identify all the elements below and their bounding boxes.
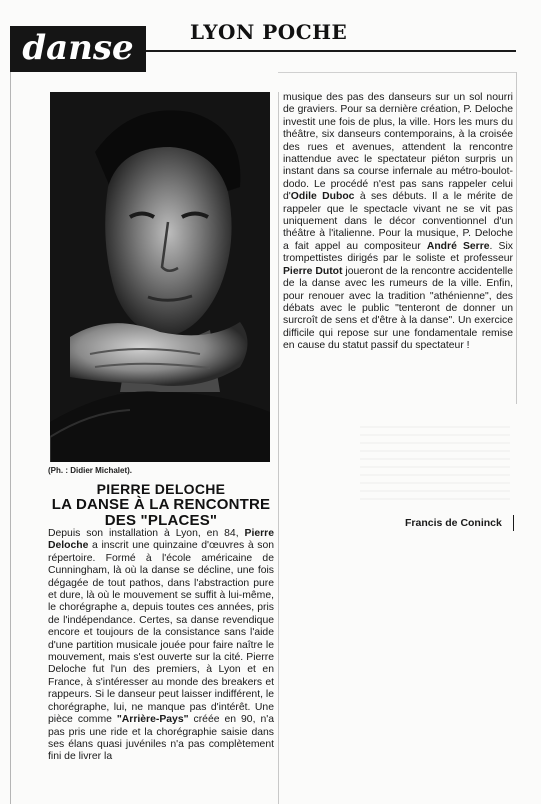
body-text: à ses débuts. Il a le mérite de rappeler que le spectacle vivant ne se vit pas uniquement dans le décor conventionnel d'un théâtre à l'italienne. Pour la musique, P. Deloche a fait appel au compositeur [283,191,513,252]
article-author: Francis de Coninck [405,517,502,529]
headline-line-2: DES "PLACES" [104,512,218,529]
body-text: a inscrit une quinzaine d'œuvres à son répertoire. Formé à l'école américaine de Cunningham, là où la danse se décline, une fois dégagée de tout pathos, dans l'abstraction pure et dure, là où le mouvement se suffit à lui-même, le chorégraphe a, depuis toutes ces années, pris de l'indépendance. Certes, sa danse revendique encore et toujours de la consistance sans l'aide d'une partition musicale jouée pour faire naître le mouvement, mais s'est ouverte sur la cité. Pierre Deloche fut l'un des premiers, à Lyon et en France, à s'intéresser au monde des breakers et rappeurs. Si le danseur peut laisser indifférent, le chorégraphe, lui, ne manque pas d'intérêt. Une pièce comme [48,540,274,726]
author-rule [513,515,514,531]
headline-line-1: LA DANSE À LA RENCONTRE [51,496,271,513]
name-pierre-deloche: Pierre Deloche [48,528,274,552]
name-odile-duboc: Odile Duboc [290,191,355,203]
column-top-rule [278,72,516,73]
work-title-arriere-pays: "Arrière-Pays" [116,714,189,726]
section-rubric [10,26,146,72]
body-text: Depuis son installation à Lyon, en 84, [48,528,245,539]
photo-credit: (Ph. : Didier Michalet). [48,466,133,475]
publication-title: LYON POCHE [190,20,348,44]
article-column-left [48,528,274,764]
body-text: . Six trompettistes dirigés par le soliste et professeur [283,240,513,265]
column-right-rule [516,72,517,404]
article-column-right [283,92,513,353]
article-headline [48,481,274,529]
headline-name: PIERRE DELOCHE [96,481,226,497]
body-text: musique des pas des danseurs sur un sol nourri de graviers. Pour sa dernière création, P. Deloche investit une fois de plus, la ville. Hors les murs du théâtre, six danseurs contemporains, à la croisée des rues et avenues, attendent la rencontre inattendue avec le spectateur piéton surpris un instant dans sa course infernale au métro-boulot-dodo. Le procédé n'est pas sans rappeler celui d' [283,92,513,203]
bleed-through-texture [360,420,510,500]
portrait-illustration [50,92,270,462]
portrait-photo [50,92,270,462]
column-divider [278,92,279,804]
body-text: créée en 90, n'a pas pris une ride et la chorégraphie saisie dans ses élans quasi juvéniles n'a pas complètement fini de livrer la [48,714,274,763]
body-text: joueront de la rencontre accidentelle de la danse avec les rumeurs de la ville. Enfin, pour renouer avec la tradition "athénienne", des débats avec le public "tenteront de donner un surcroît de sens et d'être à la danse". Un exercice difficile qui repose sur une fondamentale remise en cause du statut passif du spectateur ! [283,265,514,352]
name-pierre-dutot: Pierre Dutot [283,265,343,277]
header-rule [146,50,516,52]
name-andre-serre: André Serre [426,240,490,252]
margin-rule [10,72,11,804]
section-rubric-label: danse [22,28,134,68]
